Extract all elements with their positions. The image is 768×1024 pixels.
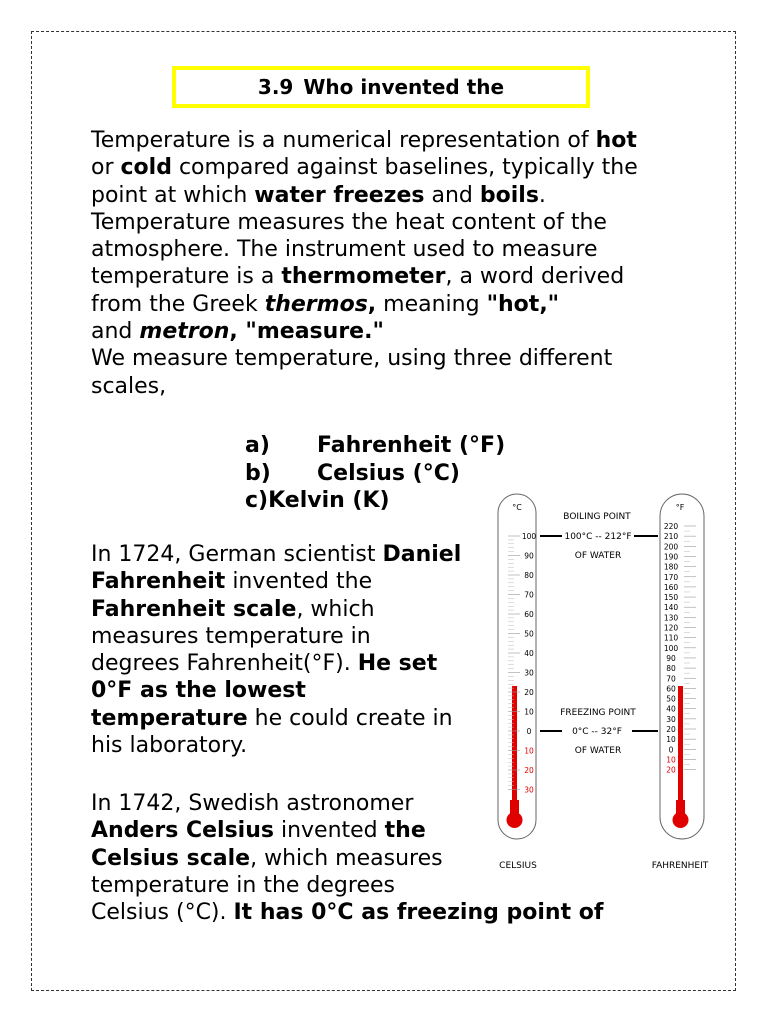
boiling-point-value: 100°C -- 212°F <box>564 532 632 542</box>
celsius-tick-label: 20 <box>524 688 534 697</box>
freezing-point-sub: OF WATER <box>574 746 622 756</box>
fahrenheit-tick-label: 170 <box>663 572 679 582</box>
celsius-mercury <box>512 686 517 801</box>
fahrenheit-tick-label: 0 <box>668 745 674 755</box>
celsius-tick-label: 30 <box>524 668 534 678</box>
fahrenheit-tick-label: 60 <box>666 684 676 694</box>
fahrenheit-tick-label: 190 <box>663 552 679 562</box>
fahrenheit-tick-label: 140 <box>663 603 679 613</box>
fahrenheit-tick-label: 100 <box>663 643 679 653</box>
fahrenheit-tick-label: 120 <box>663 623 679 633</box>
thermometer-diagram <box>490 490 720 880</box>
fahrenheit-tick-label: 180 <box>663 562 679 572</box>
fahrenheit-tick-label: 30 <box>666 714 676 724</box>
fahrenheit-tick-label: 150 <box>663 593 679 603</box>
section-title-text: Who invented the <box>303 75 505 99</box>
fahrenheit-tick-label: 50 <box>666 694 676 704</box>
fahrenheit-tick-label: 210 <box>663 532 679 542</box>
celsius-tick-label: 50 <box>524 629 534 639</box>
freezing-point-title: FREEZING POINT <box>560 708 636 718</box>
list-item: b) Celsius (°C) <box>245 460 460 486</box>
freezing-point-value: 0°C -- 32°F <box>572 727 622 737</box>
celsius-paragraph: In 1742, Swedish astronomer Anders Celsius invented the Celsius scale, which measures temperature in the degrees Celsius (°C). It has 0°C as freezing point of <box>91 791 604 926</box>
fahrenheit-unit: °F <box>675 503 685 512</box>
fahrenheit-tick-label: 20 <box>666 765 676 775</box>
fahrenheit-tick-label: 160 <box>663 582 679 592</box>
celsius-tick-label: 100 <box>521 532 537 541</box>
section-title <box>172 66 590 108</box>
celsius-tick-label: 90 <box>524 551 534 561</box>
fahrenheit-tick-label: 40 <box>666 704 676 714</box>
fahrenheit-tick-label: 200 <box>663 542 679 552</box>
celsius-tick-label: 10 <box>524 707 534 717</box>
boiling-point-sub: OF WATER <box>574 551 622 561</box>
celsius-tick-label: 60 <box>524 610 534 619</box>
fahrenheit-tick-label: 10 <box>666 755 676 765</box>
boiling-point-title: BOILING POINT <box>563 512 631 522</box>
celsius-tick-label: 20 <box>524 766 534 775</box>
fahrenheit-tick-label: 10 <box>666 735 676 745</box>
celsius-tick-label: 40 <box>524 649 534 658</box>
celsius-unit: °C <box>512 503 522 512</box>
celsius-tick-label: 80 <box>524 571 534 580</box>
scales-list <box>245 432 505 515</box>
list-item: a) Fahrenheit (°F) <box>245 433 506 458</box>
fahrenheit-paragraph: In 1724, German scientist Daniel Fahrenheit invented the Fahrenheit scale, which measures temperature in degrees Fahrenheit(°F). He set 0°F as the lowest temperature he could create in his laboratory. <box>91 542 462 759</box>
fahrenheit-tick-label: 80 <box>666 664 676 674</box>
fahrenheit-tick-label: 110 <box>663 633 679 643</box>
fahrenheit-tick-label: 130 <box>663 613 679 623</box>
fahrenheit-tick-label: 70 <box>666 674 676 684</box>
fahrenheit-mercury <box>678 686 683 801</box>
section-number: 3.9 <box>257 75 294 99</box>
fahrenheit-tick-label: 20 <box>666 725 676 734</box>
fahrenheit-tick-label: 220 <box>663 522 679 531</box>
fahrenheit-tick-label: 90 <box>666 653 676 663</box>
fahrenheit-caption: FAHRENHEIT <box>651 861 709 871</box>
celsius-caption: CELSIUS <box>499 861 537 871</box>
celsius-tick-label: 10 <box>524 746 534 756</box>
celsius-tick-label: 70 <box>524 590 534 600</box>
list-item: c) Kelvin (K) <box>245 488 390 513</box>
celsius-tick-label: 30 <box>524 785 534 795</box>
celsius-tick-label: 0 <box>526 727 532 736</box>
intro-paragraph: Temperature is a numerical representation of hot or cold compared against baselines, typically the point at which water freezes and boils. Temperature measures the heat content of the atmosphere. The instrument used to measure temperature is a thermometer, a word derived from the Greek thermos, meaning "hot," and metron, "measure." We measure temperature, using three different scales, <box>91 128 638 399</box>
